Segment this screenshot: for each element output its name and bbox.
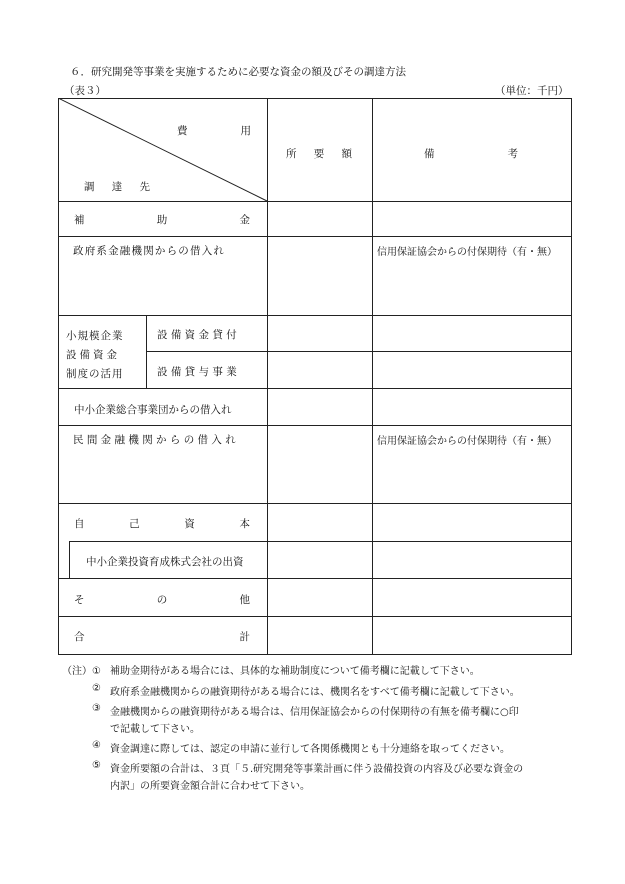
row-sonota: そ の 他 (74, 594, 250, 606)
header-chotatsu: 調 達 先 (84, 181, 150, 193)
row-minkan: 民 間 金 融 機 関 か ら の 借 入 れ (73, 434, 236, 446)
row-jiko-shihon: 自 己 資 本 (74, 518, 250, 530)
note-3-marker: ③ (92, 703, 101, 714)
note-2-marker: ② (92, 683, 101, 694)
note-3-text: 金融機関からの融資期待がある場合は、信用保証協会からの付保期待の有無を備考欄に○印 (110, 707, 519, 718)
table-label: （表３） (64, 85, 106, 97)
header-shoyougaku: 所 要 額 (286, 148, 352, 160)
note-5-cont: 内訳」の所要資金額合計に合わせて下さい。 (110, 781, 310, 792)
shoukibo-line1: 小規模企業 (66, 330, 124, 342)
row-chusho-sougou: 中小企業総合事業団からの借入れ (74, 404, 232, 416)
row-toushi-ikusei: 中小企業投資育成株式会社の出資 (86, 556, 244, 568)
note-1-marker: （注）① (62, 666, 101, 677)
row-hojokin: 補 助 金 (74, 214, 250, 226)
note-4-text: 資金調達に際しては、認定の申請に並行して各関係機関とも十分連絡を取ってください。 (110, 744, 510, 755)
shoukibo-line3: 制度の活用 (66, 368, 124, 380)
note-3-cont: で記載して下さい。 (110, 724, 200, 735)
note-5-marker: ⑤ (92, 760, 101, 771)
note-2-text: 政府系金融機関からの融資期待がある場合には、機関名をすべて備考欄に記載して下さい。 (110, 687, 520, 698)
row-seifukei: 政府系金融機関からの借入れ (73, 245, 226, 257)
row-minkan-note: 信用保証協会からの付保期待（有・無） (377, 436, 557, 447)
row-setsubi-shikin: 設 備 資 金 貸 付 (157, 329, 237, 341)
row-setsubi-kashiyo: 設 備 貸 与 事 業 (157, 366, 237, 378)
page-heading: ６．研究開発等事業を実施するために必要な資金の額及びその調達方法 (70, 66, 406, 78)
shoukibo-line2: 設備資金 (66, 349, 120, 361)
unit-label: （単位：千円） (495, 85, 569, 97)
note-5-text: 資金所要額の合計は、３頁「５.研究開発等事業計画に伴う設備投資の内容及び必要な資金の (110, 764, 524, 775)
header-hiyou: 費 用 (177, 125, 251, 137)
note-1-text: 補助金期待がある場合には、具体的な補助制度について備考欄に記載して下さい。 (110, 666, 480, 677)
note-4-marker: ④ (92, 740, 101, 751)
row-goukei: 合 計 (74, 631, 250, 643)
row-seifukei-note: 信用保証協会からの付保期待（有・無） (377, 247, 557, 258)
header-bikou: 備 考 (424, 148, 518, 160)
